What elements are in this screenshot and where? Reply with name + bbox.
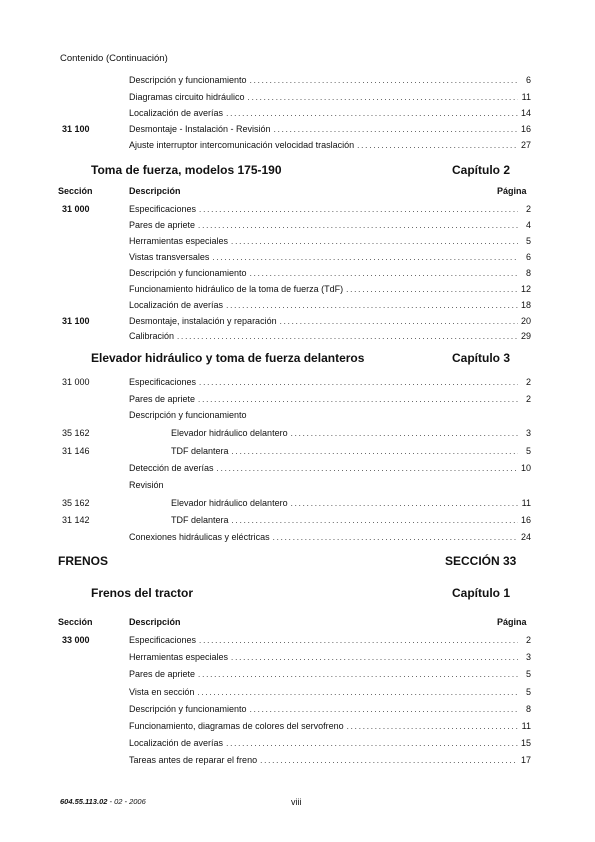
toc-page-number: 8 bbox=[525, 704, 531, 714]
column-header-page: Página bbox=[497, 617, 527, 627]
chapter-title: Frenos del tractor bbox=[91, 586, 194, 600]
toc-description: Desmontaje, instalación y reparación bbox=[129, 316, 277, 326]
chapter-title: Elevador hidráulico y toma de fuerza delanteros bbox=[91, 351, 365, 365]
toc-row[interactable] bbox=[0, 266, 595, 280]
dot-leader bbox=[346, 283, 518, 297]
toc-section-code: 35 162 bbox=[62, 498, 90, 508]
footer-page-number: viii bbox=[291, 797, 302, 807]
toc-page-number: 5 bbox=[525, 669, 531, 679]
toc-page-number: 27 bbox=[520, 140, 531, 150]
toc-page-number: 6 bbox=[525, 75, 531, 85]
toc-section-code: 31 000 bbox=[62, 377, 90, 387]
toc-description: TDF delantera bbox=[171, 515, 229, 525]
toc-row[interactable] bbox=[0, 234, 595, 248]
toc-description: Pares de apriete bbox=[129, 669, 196, 679]
toc-page-number: 5 bbox=[525, 236, 531, 246]
toc-row[interactable] bbox=[0, 392, 595, 406]
dot-leader bbox=[199, 376, 518, 390]
toc-row[interactable] bbox=[0, 298, 595, 312]
chapter-title: Toma de fuerza, modelos 175-190 bbox=[91, 163, 282, 177]
toc-row[interactable] bbox=[0, 122, 595, 136]
toc-row[interactable] bbox=[0, 478, 595, 492]
dot-leader bbox=[291, 427, 518, 441]
dot-leader bbox=[250, 703, 518, 717]
toc-row[interactable] bbox=[0, 282, 595, 296]
toc-row[interactable] bbox=[0, 138, 595, 152]
toc-description: Localización de averías bbox=[129, 738, 224, 748]
footer-date: - 02 - 2006 bbox=[107, 797, 146, 806]
toc-section-code: 33 000 bbox=[62, 635, 90, 645]
toc-row[interactable] bbox=[0, 685, 595, 699]
toc-row[interactable] bbox=[0, 650, 595, 664]
toc-row[interactable] bbox=[0, 314, 595, 328]
column-header-description: Descripción bbox=[129, 186, 181, 196]
toc-section-code: 31 146 bbox=[62, 446, 90, 456]
toc-description: Elevador hidráulico delantero bbox=[171, 498, 288, 508]
toc-description: Diagramas circuito hidráulico bbox=[129, 92, 245, 102]
toc-row[interactable] bbox=[0, 719, 595, 733]
dot-leader bbox=[280, 315, 518, 329]
toc-row[interactable] bbox=[0, 202, 595, 216]
toc-description: Especificaciones bbox=[129, 204, 197, 214]
toc-description: Revisión bbox=[129, 480, 164, 490]
footer-document-id bbox=[60, 797, 146, 806]
toc-description: Calibración bbox=[129, 331, 175, 341]
toc-section-code: 35 162 bbox=[62, 428, 90, 438]
toc-description: Pares de apriete bbox=[129, 394, 196, 404]
dot-leader bbox=[260, 754, 518, 768]
toc-description: Conexiones hidráulicas y eléctricas bbox=[129, 532, 270, 542]
toc-page-number: 29 bbox=[520, 331, 531, 341]
toc-page-number: 2 bbox=[525, 204, 531, 214]
dot-leader bbox=[199, 634, 518, 648]
dot-leader bbox=[273, 531, 518, 545]
dot-leader bbox=[291, 497, 518, 511]
toc-description: TDF delantera bbox=[171, 446, 229, 456]
toc-description: Elevador hidráulico delantero bbox=[171, 428, 288, 438]
toc-row[interactable] bbox=[0, 702, 595, 716]
section-title: FRENOS bbox=[58, 554, 109, 568]
dot-leader bbox=[226, 107, 518, 121]
dot-leader bbox=[226, 737, 518, 751]
toc-row[interactable] bbox=[0, 329, 595, 343]
dot-leader bbox=[232, 445, 518, 459]
dot-leader bbox=[212, 251, 518, 265]
dot-leader bbox=[199, 203, 518, 217]
toc-row[interactable] bbox=[0, 736, 595, 750]
toc-page-number: 20 bbox=[520, 316, 531, 326]
dot-leader bbox=[198, 393, 518, 407]
toc-description: Descripción y funcionamiento bbox=[129, 268, 247, 278]
toc-section-code: 31 100 bbox=[62, 124, 90, 134]
dot-leader bbox=[198, 668, 518, 682]
toc-section-code: 31 100 bbox=[62, 316, 90, 326]
toc-description: Funcionamiento, diagramas de colores del servofreno bbox=[129, 721, 344, 731]
toc-page-number: 17 bbox=[520, 755, 531, 765]
dot-leader bbox=[357, 139, 518, 153]
toc-page-number: 3 bbox=[525, 428, 531, 438]
toc-page-number: 4 bbox=[525, 220, 531, 230]
toc-page-number: 16 bbox=[520, 124, 531, 134]
toc-description: Detección de averías bbox=[129, 463, 214, 473]
toc-row[interactable] bbox=[0, 753, 595, 767]
toc-description: Funcionamiento hidráulico de la toma de fuerza (TdF) bbox=[129, 284, 344, 294]
toc-page-number: 11 bbox=[521, 721, 531, 731]
dot-leader bbox=[274, 123, 518, 137]
dot-leader bbox=[226, 299, 518, 313]
toc-page-number: 12 bbox=[520, 284, 531, 294]
toc-row[interactable] bbox=[0, 633, 595, 647]
dot-leader bbox=[248, 91, 518, 105]
toc-description: Descripción y funcionamiento bbox=[129, 704, 247, 714]
toc-description: Especificaciones bbox=[129, 635, 197, 645]
chapter-number: Capítulo 3 bbox=[452, 351, 511, 365]
toc-row[interactable] bbox=[0, 496, 595, 510]
toc-description: Vista en sección bbox=[129, 687, 195, 697]
toc-page-number: 11 bbox=[521, 498, 531, 508]
toc-description: Pares de apriete bbox=[129, 220, 196, 230]
toc-description: Descripción y funcionamiento bbox=[129, 410, 247, 420]
toc-page-number: 2 bbox=[525, 394, 531, 404]
column-header-section: Sección bbox=[58, 617, 93, 627]
toc-section-code: 31 142 bbox=[62, 515, 90, 525]
toc-description: Descripción y funcionamiento bbox=[129, 75, 247, 85]
toc-page-number: 8 bbox=[525, 268, 531, 278]
toc-description: Especificaciones bbox=[129, 377, 197, 387]
dot-leader bbox=[198, 219, 518, 233]
toc-description: Localización de averías bbox=[129, 300, 224, 310]
toc-page-number: 11 bbox=[521, 92, 531, 102]
toc-page-number: 14 bbox=[520, 108, 531, 118]
toc-page-number: 5 bbox=[525, 446, 531, 456]
dot-leader bbox=[232, 514, 518, 528]
toc-description: Herramientas especiales bbox=[129, 652, 229, 662]
dot-leader bbox=[250, 74, 518, 88]
chapter-number: Capítulo 2 bbox=[452, 163, 511, 177]
toc-row[interactable] bbox=[0, 444, 595, 458]
toc-page-number: 18 bbox=[520, 300, 531, 310]
toc-page-number: 10 bbox=[520, 463, 531, 473]
dot-leader bbox=[250, 267, 518, 281]
toc-row[interactable] bbox=[0, 461, 595, 475]
toc-description: Herramientas especiales bbox=[129, 236, 229, 246]
toc-row[interactable] bbox=[0, 667, 595, 681]
toc-page-number: 5 bbox=[525, 687, 531, 697]
toc-row[interactable] bbox=[0, 250, 595, 264]
toc-page-number: 24 bbox=[520, 532, 531, 542]
toc-description: Vistas transversales bbox=[129, 252, 210, 262]
toc-row[interactable] bbox=[0, 73, 595, 87]
chapter-number: Capítulo 1 bbox=[452, 586, 511, 600]
dot-leader bbox=[347, 720, 518, 734]
column-header-section: Sección bbox=[58, 186, 93, 196]
toc-row[interactable] bbox=[0, 375, 595, 389]
dot-leader bbox=[231, 651, 518, 665]
toc-row[interactable] bbox=[0, 513, 595, 527]
page-header: Contenido (Continuación) bbox=[60, 53, 168, 64]
toc-page-number: 15 bbox=[520, 738, 531, 748]
dot-leader bbox=[197, 686, 518, 700]
toc-description: Localización de averías bbox=[129, 108, 224, 118]
section-number: SECCIÓN 33 bbox=[445, 554, 517, 568]
toc-row[interactable] bbox=[0, 90, 595, 104]
toc-row[interactable] bbox=[0, 218, 595, 232]
toc-section-code: 31 000 bbox=[62, 204, 90, 214]
toc-page-number: 3 bbox=[525, 652, 531, 662]
footer-doc-number: 604.55.113.02 bbox=[60, 797, 108, 806]
toc-page-number: 2 bbox=[525, 635, 531, 645]
dot-leader bbox=[217, 462, 518, 476]
column-header-description: Descripción bbox=[129, 617, 181, 627]
toc-description: Ajuste interruptor intercomunicación velocidad traslación bbox=[129, 140, 355, 150]
dot-leader bbox=[177, 330, 518, 344]
toc-row[interactable] bbox=[0, 530, 595, 544]
toc-row[interactable] bbox=[0, 408, 595, 422]
toc-page-number: 16 bbox=[520, 515, 531, 525]
column-header-page: Página bbox=[497, 186, 527, 196]
toc-description: Tareas antes de reparar el freno bbox=[129, 755, 258, 765]
toc-page-number: 6 bbox=[525, 252, 531, 262]
toc-description: Desmontaje - Instalación - Revisión bbox=[129, 124, 271, 134]
dot-leader bbox=[231, 235, 518, 249]
toc-row[interactable] bbox=[0, 426, 595, 440]
toc-row[interactable] bbox=[0, 106, 595, 120]
toc-page-number: 2 bbox=[525, 377, 531, 387]
